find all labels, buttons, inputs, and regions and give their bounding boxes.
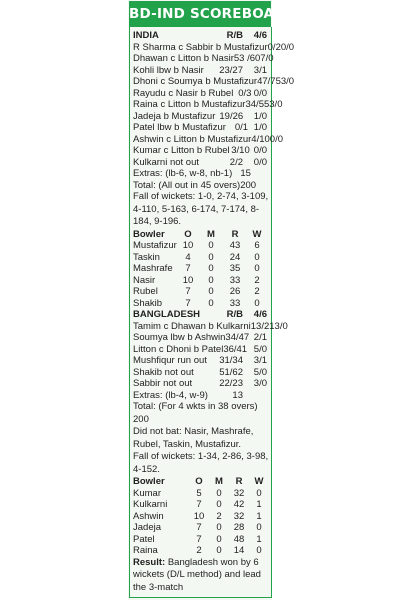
bd-bowling-cell-o: 4	[185, 251, 191, 263]
ind-bowling-cell-o: 7	[196, 522, 202, 533]
bd-bowling-row	[133, 252, 271, 264]
ind-bowling-row	[133, 511, 271, 523]
india-batsman-dismissal: R Sharma c Sabbir b Mustafizur	[133, 41, 268, 53]
bangladesh-team-name: BANGLADESH	[133, 309, 201, 320]
ind-bowling-cell-w: 0	[256, 545, 262, 556]
bd-bowling-row	[133, 275, 271, 287]
bd-bowling-cell-m: 0	[208, 240, 214, 251]
india-batsman-runs-balls: 3/10	[231, 145, 250, 156]
bd-bowling-cell-r: 26	[229, 286, 241, 297]
bangladesh-extras-label: Extras: (lb-4, w-9)	[133, 389, 208, 401]
bd-bowling-cell-r: 33	[229, 297, 241, 309]
ind-bowling-header-o: O	[195, 476, 203, 487]
india-batsman-fours-sixes: 0/0	[253, 156, 267, 168]
india-team-name: INDIA	[133, 30, 159, 41]
india-batsman-dismissal: Jadeja b Mustafizur	[133, 110, 216, 122]
india-batsman-dismissal: Kohli lbw b Nasir	[133, 64, 204, 76]
ind-bowling-cell-o: 7	[196, 533, 202, 545]
india-batsman-row	[133, 99, 283, 111]
india-extras-value: 15	[240, 168, 251, 179]
india-batsman-dismissal: Kulkarni not out	[133, 156, 200, 168]
bangladesh-batsman-fours-sixes: 2/1	[253, 332, 267, 343]
bangladesh-batsman-fours-sixes: 5/0	[253, 343, 267, 355]
bangladesh-batsman-runs-balls: 13/21	[250, 320, 275, 332]
ind-bowling-cell-w: 1	[256, 499, 262, 510]
ind-bowling-header-r: R	[235, 476, 243, 487]
bd-bowling-header-w: W	[252, 228, 262, 240]
ind-bowling-cell-o: 10	[193, 510, 205, 522]
india-batsman-runs-balls: 47/75	[257, 76, 281, 87]
bd-bowling-cell-name: Nasir	[133, 274, 156, 286]
bangladesh-batsman-runs-balls: 31/34	[219, 355, 243, 366]
india-batsman-row	[133, 41, 295, 54]
bangladesh-batsman-runs-balls: 51/62	[219, 366, 243, 378]
ind-bowling-cell-r: 42	[233, 499, 245, 510]
bd-bowling-cell-m: 0	[208, 274, 214, 286]
bd-bowling-cell-name: Rubel	[133, 286, 158, 297]
ind-bowling-cell-m: 0	[216, 522, 222, 533]
india-rb-header: R/B	[226, 30, 243, 41]
india-batsman-runs-balls: 34/55	[245, 99, 270, 110]
bangladesh-batsman-dismissal: Tamim c Dhawan b Kulkarni	[133, 320, 251, 332]
ind-bowling-cell-w: 1	[256, 533, 262, 545]
india-batsman-row	[133, 122, 271, 134]
ind-bowling-cell-m: 2	[216, 510, 222, 522]
india-batsman-dismissal: Dhoni c Soumya b Mustafizur	[133, 76, 258, 87]
india-batsman-fours-sixes: 0/0	[269, 133, 283, 145]
bd-bowling-cell-r: 35	[229, 263, 241, 274]
ind-bowling-cell-name: Raina	[133, 545, 158, 556]
ind-bowling-cell-w: 0	[256, 522, 262, 533]
ind-bowling-list	[133, 488, 271, 557]
bd-bowling-cell-o: 7	[185, 263, 191, 274]
india-46-header: 4/6	[253, 30, 267, 41]
ind-bowling-cell-r: 32	[233, 510, 245, 522]
india-batsman-row	[133, 145, 271, 157]
bd-bowling-cell-m: 0	[208, 297, 214, 309]
bd-bowling-cell-o: 7	[185, 297, 191, 309]
bangladesh-batsman-fours-sixes: 5/0	[253, 366, 267, 378]
bangladesh-batsman-dismissal: Sabbir not out	[133, 378, 193, 389]
bd-bowling-cell-o: 7	[185, 286, 191, 297]
bd-bowling-cell-m: 0	[208, 286, 214, 297]
india-batsman-fours-sixes: 3/0	[280, 76, 295, 87]
match-result	[133, 557, 271, 595]
bd-bowling-cell-o: 10	[182, 274, 194, 286]
india-batsman-runs-balls: 23/27	[219, 64, 243, 76]
india-batsman-fours-sixes: 0/0	[280, 41, 295, 53]
bangladesh-batsman-dismissal: Shakib not out	[133, 366, 194, 378]
india-extras-label: Extras: (lb-6, w-8, nb-1)	[133, 168, 233, 179]
bangladesh-extras-value: 13	[232, 389, 243, 401]
india-batsman-fours-sixes: 0/0	[253, 145, 267, 156]
india-batsman-runs-balls: 0/3	[238, 87, 252, 99]
bangladesh-batsman-row	[133, 332, 271, 344]
ind-bowling-cell-r: 14	[233, 545, 245, 556]
india-batsman-row	[133, 53, 274, 65]
india-batsman-runs-balls: 53 /60	[233, 53, 261, 64]
bangladesh-batsman-dismissal: Soumya lbw b Ashwin	[133, 332, 226, 343]
bd-bowling-cell-o: 10	[182, 240, 194, 251]
bd-bowling-row	[133, 240, 271, 252]
india-total-row	[133, 180, 271, 192]
ind-bowling-row	[133, 534, 271, 546]
scorecard-content	[133, 30, 295, 594]
ind-bowling-cell-o: 2	[196, 545, 202, 556]
bangladesh-batsman-fours-sixes: 3/1	[253, 355, 267, 366]
india-batsman-dismissal: Kumar c Litton b Rubel	[133, 145, 230, 156]
india-batsman-fours-sixes: 3/1	[253, 64, 267, 76]
india-batsman-dismissal: Raina c Litton b Mustafizur	[133, 99, 246, 110]
bd-bowling-cell-name: Mustafizur	[133, 240, 177, 251]
ind-bowling-row	[133, 545, 271, 557]
bd-bowling-cell-r: 43	[229, 240, 241, 251]
ind-bowling-cell-o: 5	[196, 487, 202, 499]
bangladesh-46-header: 4/6	[253, 309, 267, 320]
bd-bowling-cell-r: 24	[229, 251, 241, 263]
india-total-value: 200	[240, 179, 257, 191]
india-batsman-fours-sixes: 1/0	[253, 122, 267, 133]
india-batsman-row	[133, 65, 271, 77]
scoreboard-title: BD-IND SCOREBOARD	[129, 1, 271, 27]
bd-bowling-cell-m: 0	[208, 251, 214, 263]
india-batsman-runs-balls: 0/2	[267, 41, 281, 53]
ind-bowling-cell-name: Ashwin	[133, 510, 164, 522]
bangladesh-did-not-bat: Did not bat: Nasir, Mashrafe, Rubel, Taskin, Mustafizur.	[133, 426, 254, 450]
india-extras-row	[133, 168, 271, 180]
ind-bowling-cell-r: 32	[233, 487, 245, 499]
bangladesh-batsman-row	[133, 367, 271, 379]
bangladesh-batsman-runs-balls: 36/41	[223, 343, 248, 355]
bd-bowling-header-m: M	[207, 228, 215, 240]
bd-bowling-cell-w: 0	[254, 251, 260, 263]
india-batsman-runs-balls: 0/1	[234, 122, 249, 133]
ind-bowling-row	[133, 499, 271, 511]
india-batsman-runs-balls: 4/10	[251, 133, 270, 145]
ind-bowling-cell-name: Jadeja	[133, 522, 161, 533]
bangladesh-header-row	[133, 309, 271, 321]
bd-bowling-row	[133, 263, 271, 275]
bd-bowling-row	[133, 286, 271, 298]
ind-bowling-cell-w: 0	[256, 487, 262, 499]
india-batsman-row	[133, 133, 283, 146]
bd-bowling-cell-name: Shakib	[133, 297, 163, 309]
ind-bowling-cell-r: 28	[233, 522, 245, 533]
india-batsman-dismissal: Dhawan c Litton b Nasir	[133, 53, 234, 64]
india-batsman-row	[133, 157, 271, 169]
bd-bowling-header-r: R	[231, 228, 239, 240]
ind-bowling-cell-w: 1	[256, 510, 262, 522]
bd-bowling-header-o: O	[184, 228, 192, 240]
ind-bowling-header-name: Bowler	[133, 476, 165, 487]
india-batsman-dismissal: Patel lbw b Mustafizur	[133, 122, 226, 133]
bangladesh-batsman-runs-balls: 34/47	[225, 332, 250, 343]
india-batsman-runs-balls: 19/26	[219, 110, 244, 122]
bangladesh-batsman-row	[133, 320, 288, 333]
india-batsman-fours-sixes: 7/0	[260, 53, 274, 64]
ind-bowling-cell-name: Kumar	[133, 487, 161, 499]
bangladesh-batsman-dismissal: Mushfiqur run out	[133, 355, 207, 366]
ind-bowling-header-m: M	[215, 476, 223, 487]
india-batsman-dismissal: Ashwin c Litton b Mustafizur	[133, 133, 252, 145]
result-text: Bangladesh won by 6 wickets (D/L method) and lead the 3-match	[133, 556, 261, 593]
bangladesh-batsman-fours-sixes: 3/0	[253, 378, 267, 389]
india-batsman-dismissal: Rayudu c Nasir b Rubel	[133, 87, 234, 99]
bd-bowling-cell-name: Mashrafe	[133, 263, 173, 274]
bd-bowling-cell-m: 0	[208, 263, 214, 274]
bangladesh-batsman-row	[133, 344, 271, 356]
bd-bowling-cell-name: Taskin	[133, 251, 160, 263]
bangladesh-rb-header: R/B	[226, 309, 243, 320]
bangladesh-batsman-row	[133, 355, 271, 367]
ind-bowling-row	[133, 488, 271, 500]
ind-bowling-cell-m: 0	[216, 487, 222, 499]
bd-bowling-cell-w: 0	[254, 263, 260, 274]
result-label: Result:	[133, 556, 166, 568]
india-batsman-runs-balls: 2/2	[229, 156, 243, 168]
bangladesh-fall-of-wickets: Fall of wickets: 1-34, 2-86, 3-98, 4-152.	[133, 451, 269, 475]
india-batsman-row	[133, 76, 295, 88]
bd-bowling-cell-w: 2	[254, 274, 260, 286]
bd-bowling-row	[133, 298, 271, 310]
ind-bowling-header-w: W	[254, 476, 264, 487]
india-batsman-row	[133, 88, 271, 100]
ind-bowling-cell-name: Kulkarni	[133, 499, 168, 510]
bd-bowling-cell-w: 6	[254, 240, 260, 251]
bangladesh-batting-list	[133, 320, 288, 390]
bangladesh-batsman-row	[133, 378, 271, 390]
ind-bowling-row	[133, 522, 271, 534]
ind-bowling-cell-m: 0	[216, 499, 222, 510]
ind-bowling-cell-m: 0	[216, 545, 222, 556]
india-batsman-fours-sixes: 0/0	[253, 87, 267, 99]
bangladesh-batsman-fours-sixes: 3/0	[274, 320, 288, 332]
india-batsman-fours-sixes: 3/0	[269, 99, 283, 110]
bd-bowling-header-name: Bowler	[133, 228, 165, 240]
india-total-label: Total: (All out in 45 overs)	[133, 179, 241, 191]
bd-bowling-cell-r: 33	[229, 274, 241, 286]
bd-bowling-list	[133, 240, 271, 309]
india-header-row	[133, 30, 271, 42]
india-batsman-fours-sixes: 1/0	[253, 110, 267, 122]
india-fall-of-wickets: Fall of wickets: 1-0, 2-74, 3-109, 4-110, 5-163, 6-174, 7-174, 8-184, 9-196.	[133, 191, 269, 227]
ind-bowling-cell-m: 0	[216, 533, 222, 545]
bd-bowling-cell-w: 0	[254, 297, 260, 309]
india-batsman-row	[133, 111, 271, 123]
bangladesh-total: Total: (For 4 wkts in 38 overs) 200	[133, 401, 258, 425]
bangladesh-batsman-dismissal: Litton c Dhoni b Patel	[133, 343, 224, 355]
ind-bowling-cell-r: 48	[233, 533, 245, 545]
ind-bowling-header	[133, 476, 271, 488]
india-batting-list	[133, 41, 295, 169]
bangladesh-batsman-runs-balls: 22/23	[219, 378, 243, 389]
bangladesh-extras-row	[133, 390, 271, 402]
ind-bowling-cell-o: 7	[196, 499, 202, 510]
bd-bowling-header	[133, 229, 271, 241]
bd-bowling-cell-w: 2	[254, 286, 260, 297]
ind-bowling-cell-name: Patel	[133, 533, 155, 545]
